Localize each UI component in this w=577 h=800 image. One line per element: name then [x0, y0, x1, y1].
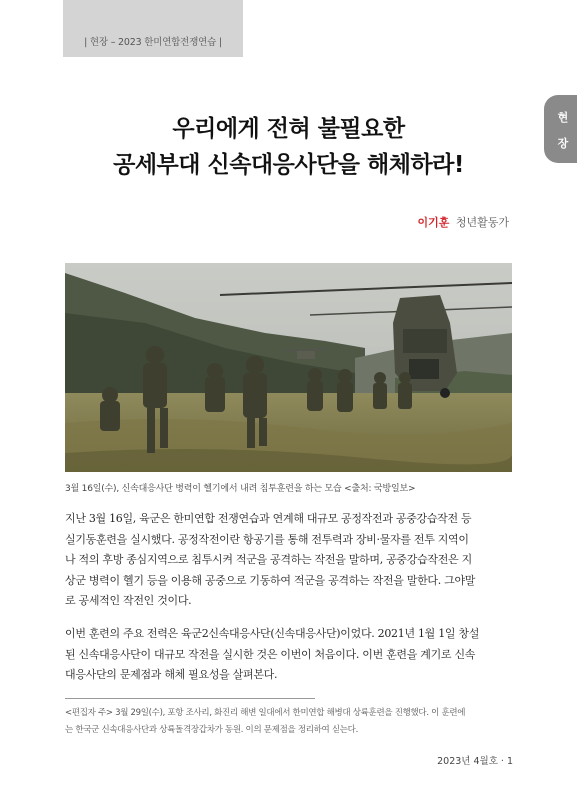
side-tab-char-1: 현	[557, 111, 569, 124]
body-line: 로 공세적인 작전인 것이다.	[65, 594, 192, 607]
body-line: 대응사단의 문제점과 해체 필요성을 살펴본다.	[65, 668, 278, 681]
note-divider	[65, 698, 315, 699]
article-title-line-2: 공세부대 신속대응사단을 해체하라!	[113, 152, 464, 178]
author-name: 이기훈	[417, 216, 450, 229]
editor-note-line: 는 한국군 신속대응사단과 상륙돌격장갑차가 동원. 이의 문제점을 정리하여 싣는다.	[65, 725, 358, 735]
body-line: 나 적의 후방 종심지역으로 침투시켜 적군을 공격하는 작전을 말하며, 공중강습작전은 지	[65, 553, 472, 566]
body-paragraph-2	[65, 624, 513, 686]
section-label: | 현장 – 2023 한미연합전쟁연습 |	[84, 37, 222, 48]
page-footer: 2023년 4월호 · 1	[437, 756, 513, 767]
body-line: 이번 훈련의 주요 전력은 육군2신속대응사단(신속대응사단)이었다. 2021년 1월 1일 창설	[65, 627, 480, 640]
author-byline	[417, 214, 509, 230]
article-title-line-1: 우리에게 전혀 불필요한	[172, 116, 405, 142]
body-paragraph-1	[65, 509, 513, 612]
author-role: 청년활동가	[455, 216, 509, 229]
article-photo	[65, 263, 512, 472]
body-line: 실기동훈련을 실시했다. 공정작전이란 항공기를 통해 전투력과 장비·물자를 전투 지역이	[65, 532, 469, 546]
photo-caption: 3월 16일(수), 신속대응사단 병력이 헬기에서 내려 침투훈련을 하는 모습 <출처: 국방일보>	[65, 484, 416, 494]
body-line: 지난 3월 16일, 육군은 한미연합 전쟁연습과 연계해 대규모 공정작전과 공중강습작전 등	[65, 512, 472, 525]
editor-note	[65, 705, 515, 739]
editor-note-line: <편집자 주> 3월 29일(수), 포항 조사리, 화진리 해변 일대에서 한미연합 해병대 상륙훈련을 진행했다. 이 훈련에	[65, 708, 466, 718]
section-header-tab	[63, 0, 243, 57]
body-line: 된 신속대응사단이 대규모 작전을 실시한 것은 이번이 처음이다. 이번 훈련을 계기로 신속	[65, 647, 476, 661]
side-tab-char-2: 장	[557, 137, 569, 150]
body-line: 상군 병력이 헬기 등을 이용해 공중으로 기동하여 적군을 공격하는 작전을 말한다. 그야말	[65, 573, 476, 587]
